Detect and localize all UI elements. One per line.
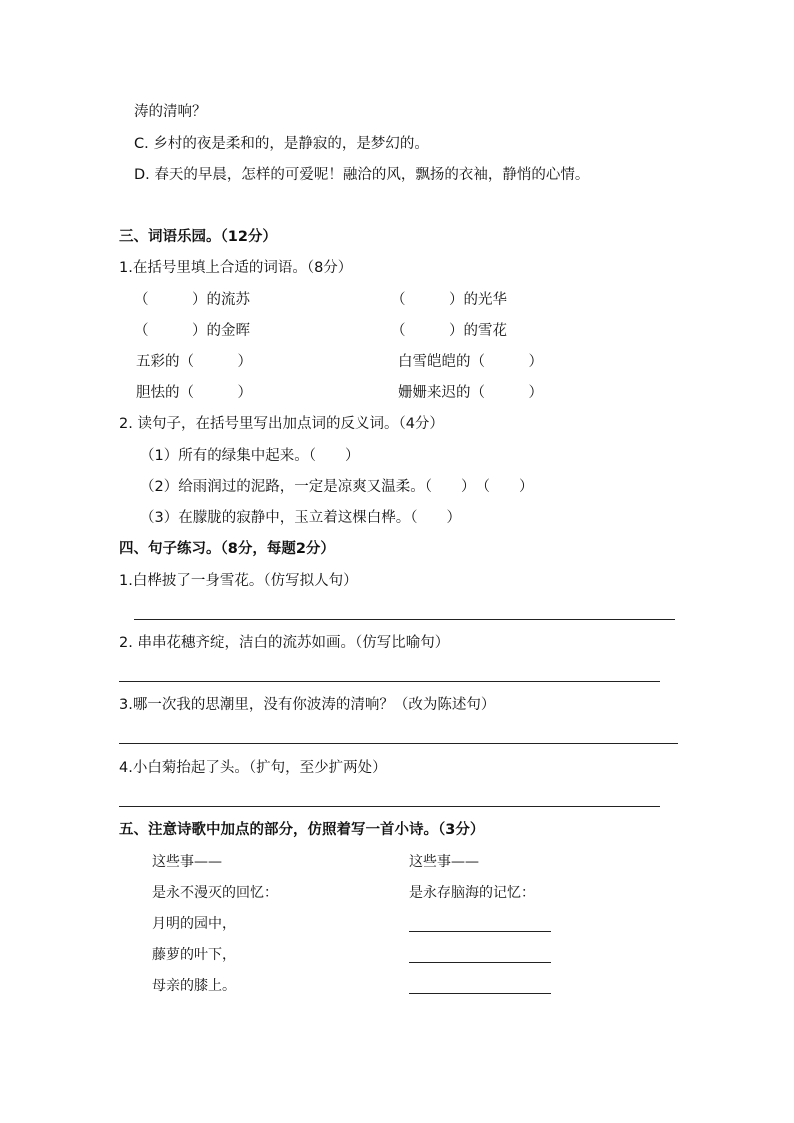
option-b-continuation: 涛的清响？ — [134, 104, 207, 120]
q1-item-4: （ ）的雪花 — [391, 323, 507, 339]
section5-heading: 五、注意诗歌中加点的部分，仿照着写一首小诗。（3分） — [119, 822, 485, 838]
answer-line-1[interactable] — [134, 619, 675, 620]
option-c: C. 乡村的夜是柔和的，是静寂的，是梦幻的。 — [134, 136, 429, 152]
answer-line-3[interactable] — [119, 743, 678, 744]
q1-item-6: 白雪皑皑的（ ） — [398, 354, 543, 370]
q2-item-1: （1）所有的绿集中起来。（ ） — [140, 448, 360, 464]
section4-q1: 1.白桦披了一身雪花。（仿写拟人句） — [119, 573, 358, 589]
section4-heading: 四、句子练习。（8分，每题2分） — [119, 541, 335, 557]
section3-heading: 三、词语乐园。（12分） — [119, 229, 277, 245]
left-poem-line-1: 这些事—— — [152, 854, 222, 870]
q1-item-3: （ ）的金晖 — [134, 323, 250, 339]
left-poem-line-3: 月明的园中， — [152, 916, 236, 932]
q1-item-5: 五彩的（ ） — [136, 354, 252, 370]
section3-q2-prompt: 2. 读句子，在括号里写出加点词的反义词。（4分） — [119, 416, 444, 432]
q1-item-2: （ ）的光华 — [391, 292, 507, 308]
section4-q3: 3.哪一次我的思潮里，没有你波涛的清响？（改为陈述句） — [119, 697, 496, 713]
section4-q4: 4.小白菊抬起了头。（扩句，至少扩两处） — [119, 760, 387, 776]
left-poem-line-4: 藤萝的叶下， — [152, 947, 236, 963]
right-poem-line-1: 这些事—— — [409, 854, 479, 870]
left-poem-line-2: 是永不漫灭的回忆： — [152, 885, 278, 901]
section4-q2: 2. 串串花穗齐绽，洁白的流苏如画。（仿写比喻句） — [119, 635, 450, 651]
answer-line-4[interactable] — [119, 806, 660, 807]
q2-item-2: （2）给雨润过的泥路，一定是凉爽又温柔。（ ） （ ） — [140, 479, 534, 495]
poem-blank-1[interactable] — [409, 931, 551, 932]
q1-item-8: 姗姗来迟的（ ） — [398, 385, 543, 401]
right-poem-line-2: 是永存脑海的记忆： — [409, 885, 535, 901]
q1-item-7: 胆怯的（ ） — [136, 385, 252, 401]
q1-item-1: （ ）的流苏 — [134, 292, 250, 308]
poem-blank-3[interactable] — [409, 993, 551, 994]
q2-item-3: （3）在朦胧的寂静中，玉立着这棵白桦。（ ） — [140, 510, 461, 526]
left-poem-line-5: 母亲的膝上。 — [152, 978, 236, 994]
answer-line-2[interactable] — [119, 681, 660, 682]
poem-blank-2[interactable] — [409, 962, 551, 963]
section3-q1-prompt: 1.在括号里填上合适的词语。（8分） — [119, 260, 353, 276]
option-d: D. 春天的早晨，怎样的可爱呢！融洽的风，飘扬的衣袖，静悄的心情。 — [134, 167, 590, 183]
